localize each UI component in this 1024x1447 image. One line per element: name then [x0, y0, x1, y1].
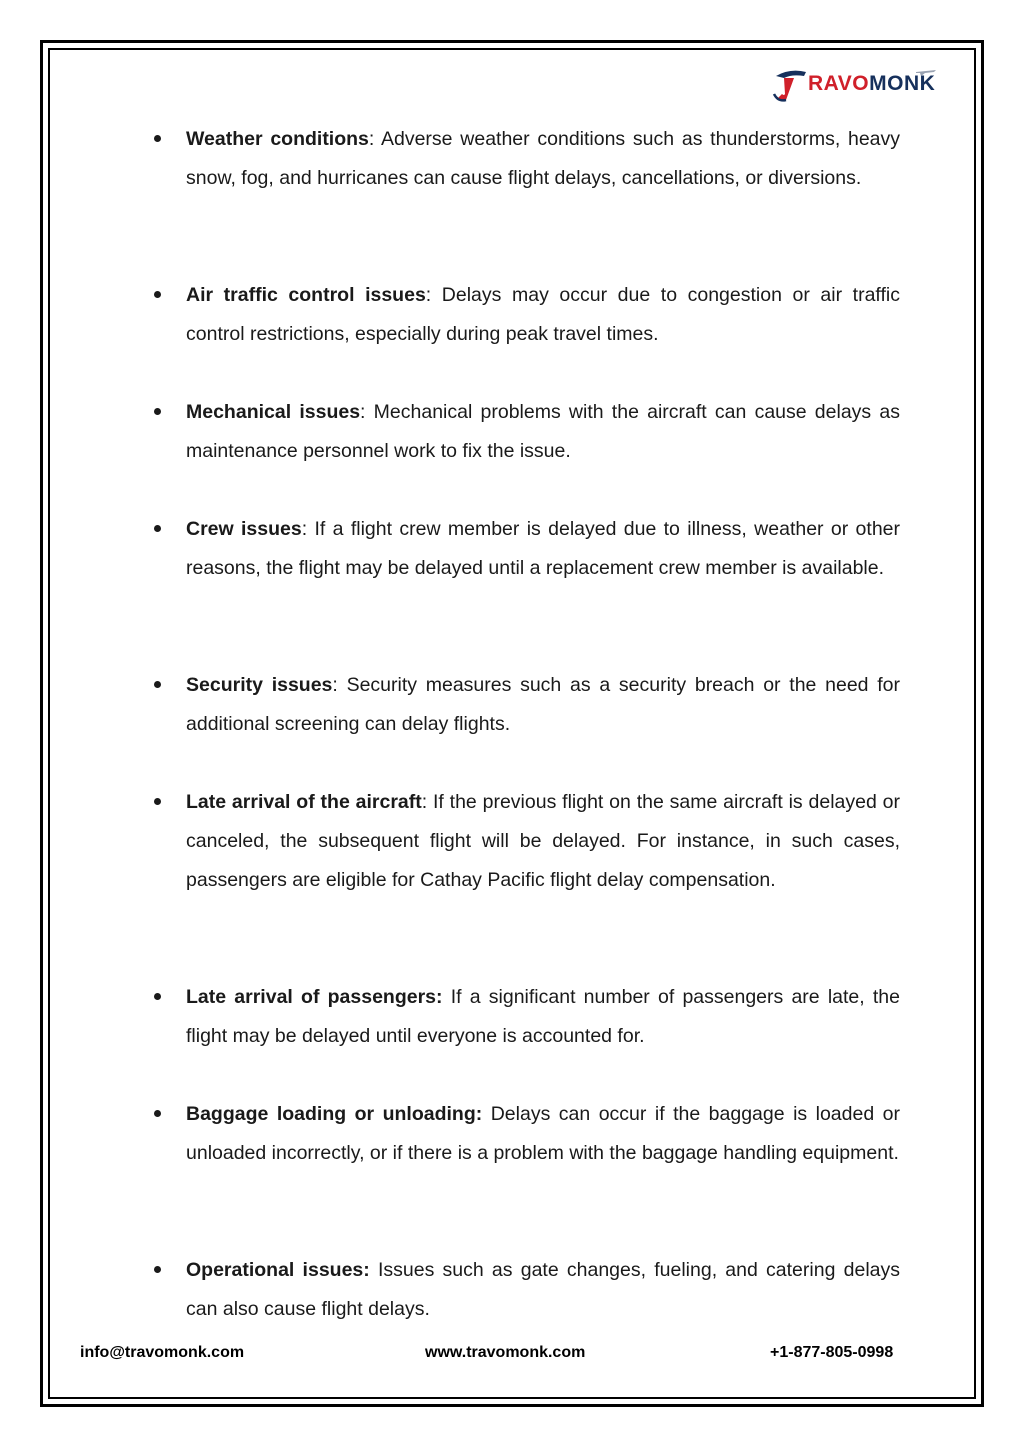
- list-item-body: Mechanical problems with the aircraft can cause delays as maintenance personnel work to fix the issue.: [186, 401, 900, 462]
- list-item-text: [186, 978, 900, 1056]
- footer-website-link[interactable]: www.travomonk.com: [425, 1344, 586, 1361]
- list-item-body: Delays may occur due to congestion or air traffic control restrictions, especially during peak travel times.: [186, 284, 900, 345]
- logo-wordmark-red: RAVO: [808, 72, 870, 95]
- list-item-body: Adverse weather conditions such as thunderstorms, heavy snow, fog, and hurricanes can cause flight delays, cancellations, or diversions.: [186, 128, 901, 189]
- list-item-heading: Security issues: [186, 674, 333, 696]
- list-item-heading: Late arrival of the aircraft: [186, 791, 422, 813]
- bullet-icon: [154, 798, 161, 805]
- list-item-heading: Crew issues: [186, 518, 302, 540]
- bullet-icon: [154, 993, 161, 1000]
- list-item-text: [186, 510, 900, 588]
- list-item-text: [186, 276, 900, 354]
- list-item-body: If the previous flight on the same aircraft is delayed or canceled, the subsequent flight will be delayed. For instance, in such cases, passengers are eligible for Cathay Pacific flight delay compensation.: [186, 791, 900, 891]
- list-item-separator: :: [301, 518, 308, 540]
- list-item-separator: :: [332, 674, 338, 696]
- list-item-text: [186, 393, 900, 471]
- list-item-separator: :: [368, 128, 375, 150]
- list-item-heading: Operational issues:: [186, 1259, 370, 1281]
- list-item-heading: Air traffic control issues: [186, 284, 426, 306]
- list-item-text: [186, 666, 900, 744]
- list-item-heading: Weather conditions: [186, 128, 369, 150]
- footer-phone[interactable]: +1-877-805-0998: [770, 1344, 894, 1361]
- list-item-text: [186, 1251, 900, 1329]
- footer-email-link[interactable]: info@travomonk.com: [80, 1344, 245, 1361]
- list-item-separator: :: [421, 791, 428, 813]
- list-item-separator: :: [360, 401, 366, 423]
- bullet-icon: [154, 681, 161, 688]
- list-item-heading: Late arrival of passengers:: [186, 986, 443, 1008]
- bullet-icon: [154, 135, 161, 142]
- list-item-text: [186, 783, 900, 900]
- list-item-heading: Mechanical issues: [186, 401, 361, 423]
- list-item-body: If a significant number of passengers are late, the flight may be delayed until everyone is accounted for.: [186, 986, 900, 1047]
- list-item-heading: Baggage loading or unloading:: [186, 1103, 483, 1125]
- list-item-body: If a flight crew member is delayed due to illness, weather or other reasons, the flight may be delayed until a replacement crew member is available.: [186, 518, 901, 579]
- list-item-body: Delays can occur if the baggage is loaded or unloaded incorrectly, or if there is a problem with the baggage handling equipment.: [186, 1103, 900, 1164]
- bullet-icon: [154, 1110, 161, 1117]
- list-item-separator: :: [425, 284, 432, 306]
- logo-wordmark-navy: MONK: [869, 72, 936, 95]
- list-item-body: Security measures such as a security breach or the need for additional screening can delay flights.: [186, 674, 900, 735]
- bullet-icon: [154, 525, 161, 532]
- bullet-icon: [154, 291, 161, 298]
- list-item-text: [186, 120, 900, 198]
- bullet-icon: [154, 1266, 161, 1273]
- page-footer: [0, 1344, 1024, 1368]
- list-item-text: [186, 1095, 900, 1173]
- travomonk-logo: [770, 62, 937, 106]
- bullet-icon: [154, 408, 161, 415]
- logo-airplane-icon: [915, 65, 937, 77]
- logo-plane-icon: [770, 64, 810, 104]
- list-item-body: Issues such as gate changes, fueling, and catering delays can also cause flight delays.: [186, 1259, 900, 1320]
